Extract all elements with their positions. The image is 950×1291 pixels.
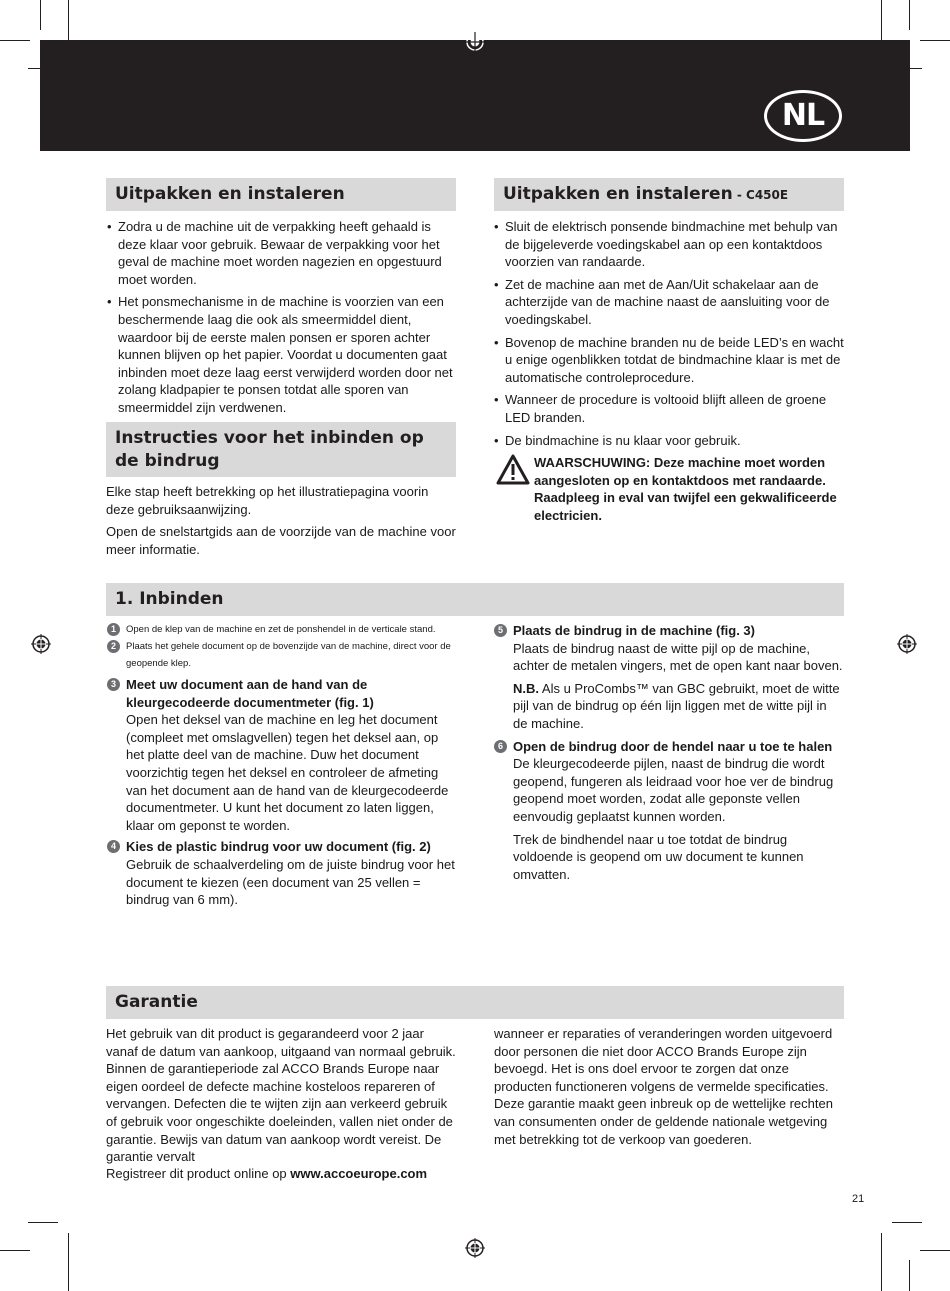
step-item bbox=[107, 838, 457, 908]
section-heading-instructions bbox=[106, 422, 456, 477]
step-item bbox=[107, 638, 457, 672]
step-number: 1 bbox=[107, 623, 120, 636]
step-number: 6 bbox=[494, 740, 507, 753]
step-number: 3 bbox=[107, 678, 120, 691]
unpack-text bbox=[107, 218, 459, 422]
register-link[interactable]: www.accoeurope.com bbox=[290, 1166, 428, 1181]
crop-mark bbox=[920, 1250, 950, 1251]
list-item: • Zodra u de machine uit de verpakking heeft gehaald is deze klaar voor gebruik. Bewaar de verpakking voor het geval de machine moet worden nagezien en opgestuurd moet worden. bbox=[107, 218, 459, 288]
step-text: Gebruik de schaalverdeling om de juiste bindrug voor het document te kiezen (een document van 25 vellen = bindrug van 6 mm). bbox=[126, 856, 455, 908]
register-line bbox=[106, 1165, 506, 1183]
list-item: • Bovenop de machine branden nu de beide LED’s en wacht u enige ogenblikken totdat de bindmachine klaar is met de automatische controleprocedure. bbox=[494, 334, 844, 387]
warning-triangle-icon bbox=[496, 454, 530, 485]
unpack-c450e-text bbox=[494, 218, 844, 525]
registration-mark-icon bbox=[31, 634, 51, 654]
crop-mark bbox=[892, 1222, 922, 1223]
binding-left-column bbox=[107, 621, 457, 913]
crop-mark bbox=[28, 1222, 58, 1223]
paragraph: Open de snelstartgids aan de voorzijde van de machine voor meer informatie. bbox=[106, 524, 456, 557]
step-text: Open het deksel van de machine en leg het document (compleet met omslagvellen) tegen het deksel aan, op het platte deel van de machine. Duw het document voorzichtig tegen het deksel en controleer de afmeting van het document aan de hand van de kleurgecodeerde documentmeter. U kunt het document zo laten liggen, klaar om geponst te worden. bbox=[126, 712, 449, 833]
list-item: • De bindmachine is nu klaar voor gebruik. bbox=[494, 432, 844, 450]
step-text: Plaats de bindrug naast de witte pijl op de machine, achter de metalen vingers, met de open kant naar boven. bbox=[513, 640, 843, 674]
section-heading-unpack bbox=[106, 178, 456, 211]
step-extra: Trek de bindhendel naar u toe totdat de bindrug voldoende is geopend om uw document te kunnen omvatten. bbox=[513, 831, 804, 882]
step-item bbox=[494, 622, 844, 733]
note-label: N.B. bbox=[513, 680, 539, 696]
list-item: • Zet de machine aan met de Aan/Uit schakelaar aan de achterzijde van de machine naast de aansluiting voor de voedingskabel. bbox=[494, 276, 844, 329]
step-item bbox=[494, 738, 844, 884]
step-item bbox=[107, 676, 457, 834]
crop-mark bbox=[0, 40, 30, 41]
section-title: 1. Inbinden bbox=[115, 589, 224, 609]
step-heading: Kies de plastic bindrug voor uw document (fig. 2) bbox=[126, 839, 431, 855]
step-text: Open de klep van de machine en zet de ponshendel in de verticale stand. bbox=[126, 624, 436, 635]
paragraph: Het gebruik van dit product is gegarandeerd voor 2 jaar vanaf de datum van aankoop, uitgaand van normaal gebruik. Binnen de garantieperiode zal ACCO Brands Europe naar eigen oordeel de defecte machine kosteloos repareren of vervangen. Defecten die te wijten zijn aan verkeerd gebruik of gebruik voor ongeschikte doeleinden, vallen niet onder de garantie. Bewijs van datum van aankoop wordt vereist. De garantie vervalt bbox=[106, 1026, 456, 1165]
list-item: • Sluit de elektrisch ponsende bindmachine met behulp van de bijgeleverde voedingskabel aan op een kontaktdoos voorzien van randaarde. bbox=[494, 218, 844, 271]
page-number: 21 bbox=[852, 1193, 865, 1205]
warning-text: WAARSCHUWING: Deze machine moet worden aangesloten op en kontaktdoos met randaarde. Raadpleeg in eval van twijfel een gekwalificeerde electricien. bbox=[534, 455, 837, 523]
crop-mark bbox=[909, 0, 910, 30]
section-title: Garantie bbox=[115, 992, 198, 1012]
section-title-suffix: - C450E bbox=[732, 188, 789, 202]
instructions-text bbox=[106, 483, 456, 563]
register-text: Registreer dit product online op bbox=[106, 1166, 291, 1181]
registration-mark-icon bbox=[897, 634, 917, 654]
crop-mark bbox=[40, 0, 41, 30]
section-title: Uitpakken en instaleren bbox=[503, 184, 733, 204]
warning-block bbox=[494, 454, 844, 524]
crop-mark bbox=[68, 1233, 69, 1291]
crop-mark bbox=[881, 1233, 882, 1291]
step-text: De kleurgecodeerde pijlen, naast de bindrug die wordt geopend, fungeren als leidraad voor hoe ver de bindrug geopend moet worden, zodat alle geponste vellen eenvoudig geplaatst kunnen worden. bbox=[513, 756, 834, 824]
registration-mark-icon bbox=[465, 1238, 485, 1258]
list-item: • Het ponsmechanisme in de machine is voorzien van een beschermende laag die ook als smeermiddel dient, waardoor bij de eerste malen ponsen er sporen achter kunnen blijven op het papier. Voordat u documenten gaat inbinden moet deze laag eerst verwijderd worden door net zolang kladpapier te ponsen totdat alle sporen van smeermiddel zijn verdwenen. bbox=[107, 293, 459, 416]
paragraph: Elke stap heeft betrekking op het illustratiepagina voorin deze gebruiksaanwijzing. bbox=[106, 484, 429, 517]
warranty-left-column bbox=[106, 1025, 458, 1171]
crop-mark bbox=[909, 1260, 910, 1291]
step-heading: Plaats de bindrug in de machine (fig. 3) bbox=[513, 623, 755, 638]
section-title: Instructies voor het inbinden op de bindrug bbox=[115, 428, 424, 471]
step-note bbox=[513, 680, 844, 733]
step-text: Plaats het gehele document op de bovenzijde van de machine, direct voor de geopende klep. bbox=[126, 641, 451, 669]
registration-mark-icon bbox=[465, 32, 485, 52]
step-heading: Open de bindrug door de hendel naar u toe te halen bbox=[513, 738, 833, 754]
step-heading: Meet uw document aan de hand van de kleurgecodeerde documentmeter (fig. 1) bbox=[126, 677, 374, 710]
step-number: 4 bbox=[107, 840, 120, 853]
binding-right-column bbox=[494, 622, 844, 888]
paragraph: wanneer er reparaties of veranderingen worden uitgevoerd door personen die niet door ACCO Brands Europe zijn bevoegd. Het is ons doel ervoor te zorgen dat onze producten functioneren volgens de vermelde specificaties. Deze garantie maakt geen inbreuk op de wettelijke rechten van consumenten onder de geldende nationale wetgeving met betrekking tot de verkoop van goederen. bbox=[494, 1026, 833, 1147]
list-item: • Wanneer de procedure is voltooid blijft alleen de groene LED branden. bbox=[494, 391, 844, 426]
section-heading-unpack-c450e bbox=[494, 178, 844, 211]
language-badge: NL bbox=[764, 90, 842, 142]
crop-mark bbox=[920, 40, 950, 41]
section-heading-binding bbox=[106, 583, 844, 616]
section-title: Uitpakken en instaleren bbox=[115, 184, 345, 204]
warranty-right-column bbox=[494, 1025, 846, 1153]
section-heading-warranty bbox=[106, 986, 844, 1019]
crop-mark bbox=[0, 1250, 30, 1251]
step-number: 2 bbox=[107, 640, 120, 653]
note-text: Als u ProCombs™ van GBC gebruikt, moet de witte pijl van de bindrug op één lijn liggen met de witte pijl in de machine. bbox=[513, 680, 840, 731]
step-number: 5 bbox=[494, 624, 507, 637]
step-item bbox=[107, 621, 457, 638]
